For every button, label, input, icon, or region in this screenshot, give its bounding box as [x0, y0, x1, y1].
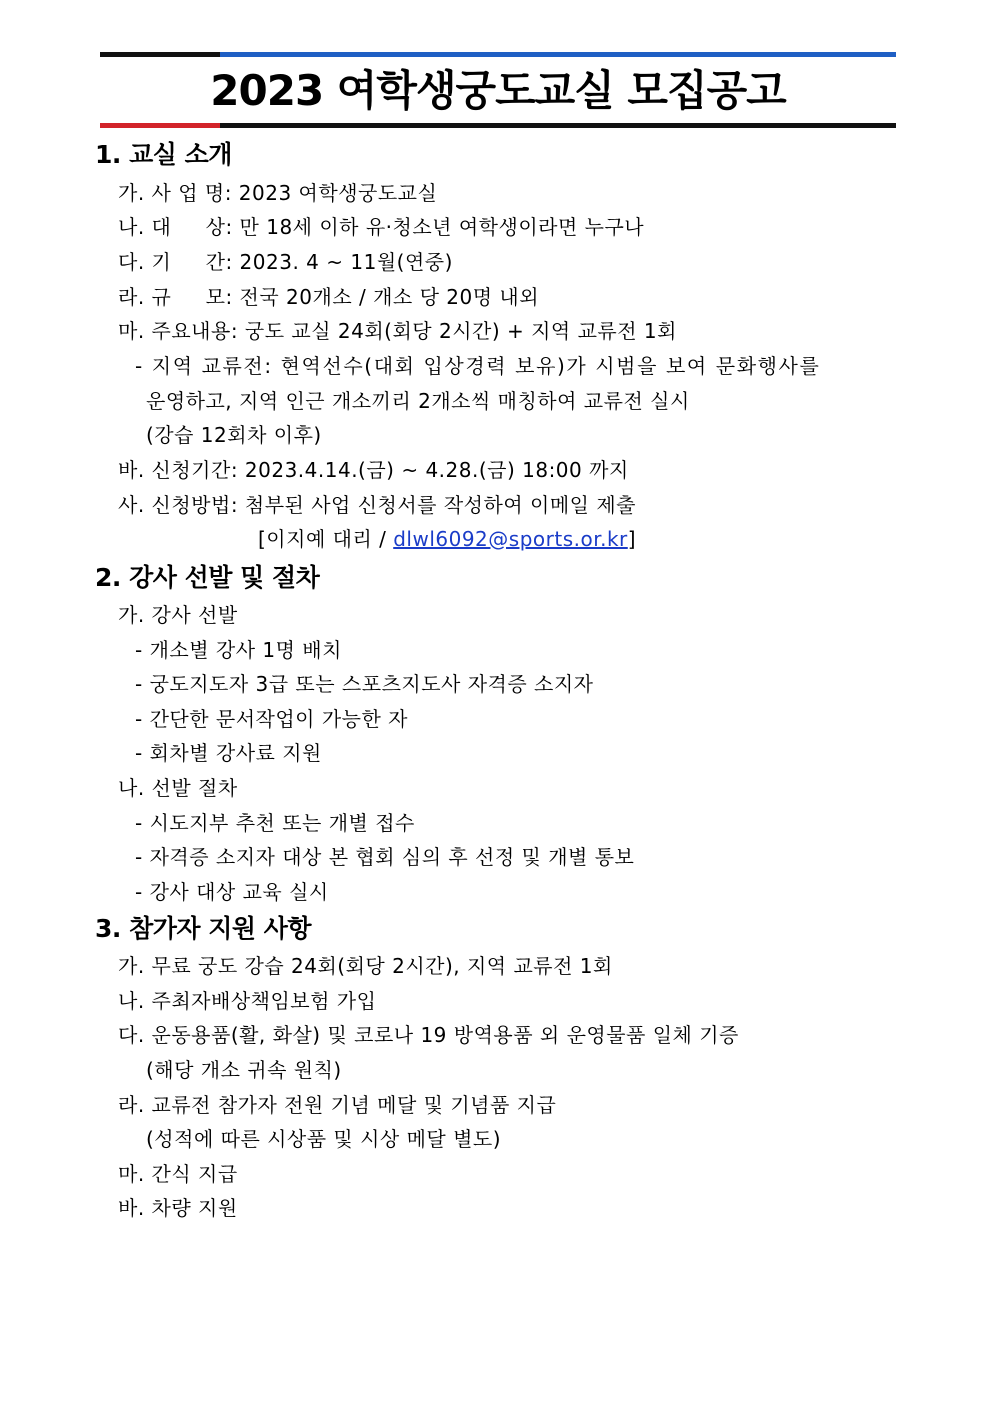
contact-suffix: ]: [627, 527, 637, 551]
s1-item-a: 가. 사 업 명: 2023 여학생궁도교실: [118, 181, 438, 205]
s2-item-b-sub-1: - 시도지부 추천 또는 개별 접수: [135, 811, 415, 835]
s1-item-e-sub-3: (강습 12회차 이후): [146, 423, 322, 447]
s2-item-b-sub-3: - 강사 대상 교육 실시: [135, 880, 329, 904]
s3-item-a: 가. 무료 궁도 강습 24회(회당 2시간), 지역 교류전 1회: [118, 954, 613, 978]
s3-item-c-sub-1: (해당 개소 귀속 원칙): [146, 1058, 342, 1082]
title-top-bar-dark: [100, 52, 220, 57]
s1-item-d: 라. 규 모: 전국 20개소 / 개소 당 20명 내외: [118, 285, 540, 309]
s1-item-e: 마. 주요내용: 궁도 교실 24회(회당 2시간) + 지역 교류전 1회: [118, 319, 677, 343]
s2-item-a-sub-2: - 궁도지도자 3급 또는 스포츠지도사 자격증 소지자: [135, 672, 594, 696]
s1-item-g: 사. 신청방법: 첨부된 사업 신청서를 작성하여 이메일 제출: [118, 493, 636, 517]
s1-item-e-sub-2: 운영하고, 지역 인근 개소끼리 2개소씩 매칭하여 교류전 실시: [146, 389, 690, 413]
s3-item-d: 라. 교류전 참가자 전원 기념 메달 및 기념품 지급: [118, 1093, 557, 1117]
s1-item-c: 다. 기 간: 2023. 4 ~ 11월(연중): [118, 250, 453, 274]
s3-item-d-sub-1: (성적에 따른 시상품 및 시상 메달 별도): [146, 1127, 502, 1151]
s3-item-e: 마. 간식 지급: [118, 1162, 238, 1186]
s1-item-f: 바. 신청기간: 2023.4.14.(금) ~ 4.28.(금) 18:00 까지: [118, 458, 629, 482]
title-bottom-bar-dark: [220, 123, 896, 128]
s2-item-a-sub-1: - 개소별 강사 1명 배치: [135, 638, 342, 662]
s2-item-a-sub-3: - 간단한 문서작업이 가능한 자: [135, 707, 408, 731]
section-1-heading: 1. 교실 소개: [95, 140, 232, 169]
section-3-heading: 3. 참가자 지원 사항: [95, 914, 312, 943]
email-link[interactable]: dlwl6092@sports.or.kr: [393, 527, 628, 551]
title-top-bar-blue: [220, 52, 896, 57]
s2-item-b-sub-2: - 자격증 소지자 대상 본 협회 심의 후 선정 및 개별 통보: [135, 845, 635, 869]
s2-item-a-sub-4: - 회차별 강사료 지원: [135, 741, 322, 765]
title-bottom-bar-red: [100, 123, 220, 128]
s1-contact-line: [258, 524, 636, 554]
section-2-heading: 2. 강사 선발 및 절차: [95, 563, 320, 592]
page-title: 2023 여학생궁도교실 모집공고: [210, 66, 786, 115]
s2-item-a: 가. 강사 선발: [118, 603, 238, 627]
s3-item-b: 나. 주최자배상책임보험 가입: [118, 989, 377, 1013]
s3-item-f: 바. 차량 지원: [118, 1196, 238, 1220]
contact-prefix: [이지예 대리 /: [258, 527, 394, 551]
s3-item-c: 다. 운동용품(활, 화살) 및 코로나 19 방역용품 외 운영물품 일체 기증: [118, 1023, 739, 1047]
s1-item-b: 나. 대 상: 만 18세 이하 유·청소년 여학생이라면 누구나: [118, 215, 645, 239]
s2-item-b: 나. 선발 절차: [118, 776, 238, 800]
s1-item-e-sub-1: - 지역 교류전: 현역선수(대회 입상경력 보유)가 시범을 보여 문화행사를: [135, 354, 821, 378]
